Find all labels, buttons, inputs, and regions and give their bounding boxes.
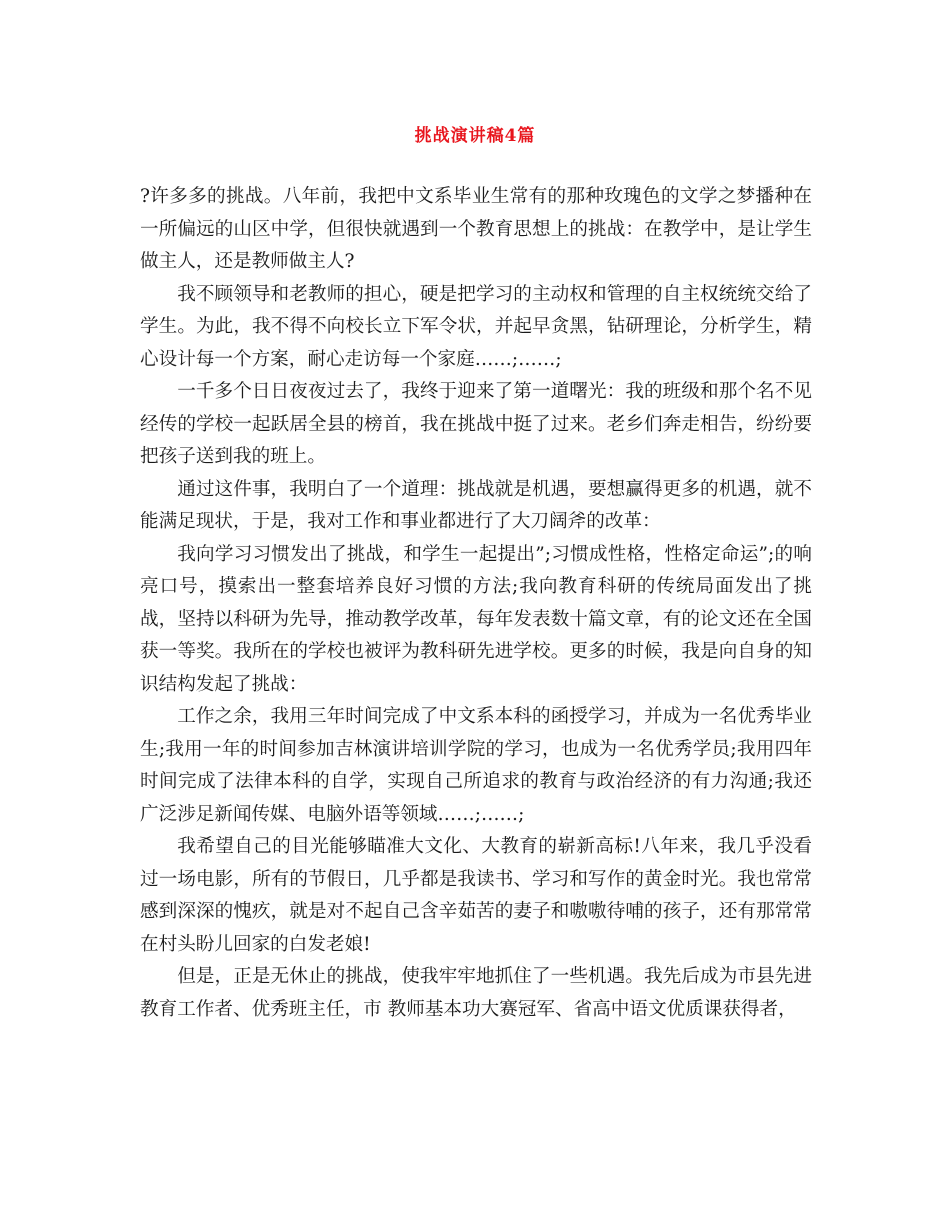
paragraph: 我向学习习惯发出了挑战，和学生一起提出”;习惯成性格，性格定命运”;的响亮口号，摸索出一整套培养良好习惯的方法;我向教育科研的传统局面发出了挑战，坚持以科研为先导，推动教学改革，每年发表数十篇文章，有的论文还在全国获一等奖。我所在的学校也被评为教科研先进学校。更多的时候，我是向自身的知识结构发起了挑战： xyxy=(140,543,812,695)
paragraph: 但是，正是无休止的挑战，使我牢牢地抓住了一些机遇。我先后成为市县先进教育工作者、优秀班主任，市 教师基本功大赛冠军、省高中语文优质课获得者， xyxy=(140,966,812,1020)
paragraph: 我希望自己的目光能够瞄准大文化、大教育的崭新高标!八年来，我几乎没看过一场电影，所有的节假日，几乎都是我读书、学习和写作的黄金时光。我也常常感到深深的愧疚，就是对不起自己含辛茹苦的妻子和嗷嗷待哺的孩子，还有那常常在村头盼儿回家的白发老娘! xyxy=(140,836,812,955)
paragraph: ?许多多的挑战。八年前，我把中文系毕业生常有的那种玫瑰色的文学之梦播种在一所偏远的山区中学，但很快就遇到一个教育思想上的挑战：在教学中，是让学生做主人，还是教师做主人? xyxy=(140,186,812,272)
paragraph: 通过这件事，我明白了一个道理：挑战就是机遇，要想赢得更多的机遇，就不能满足现状，于是，我对工作和事业都进行了大刀阔斧的改革： xyxy=(140,478,812,532)
document-body xyxy=(140,181,812,1026)
document-title: 挑战演讲稿4篇 xyxy=(414,126,536,146)
paragraph: 一千多个日日夜夜过去了，我终于迎来了第一道曙光：我的班级和那个名不见经传的学校一起跃居全县的榜首，我在挑战中挺了过来。老乡们奔走相告，纷纷要把孩子送到我的班上。 xyxy=(140,381,812,467)
paragraph: 工作之余，我用三年时间完成了中文系本科的函授学习，并成为一名优秀毕业生;我用一年的时间参加吉林演讲培训学院的学习，也成为一名优秀学员;我用四年时间完成了法律本科的自学，实现自己所追求的教育与政治经济的有力沟通;我还广泛涉足新闻传媒、电脑外语等领域……;……; xyxy=(140,706,812,825)
paragraph: 我不顾领导和老教师的担心，硬是把学习的主动权和管理的自主权统统交给了学生。为此，我不得不向校长立下军令状，并起早贪黑，钻研理论，分析学生，精心设计每一个方案，耐心走访每一个家庭……;……; xyxy=(140,283,812,370)
